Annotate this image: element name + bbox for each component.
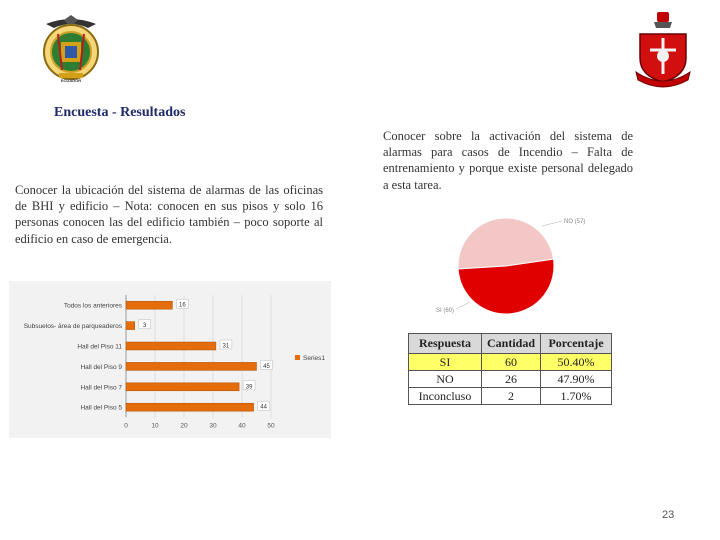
table-cell: SI [409,354,482,371]
table-cell: 50.40% [541,354,612,371]
data-label: 39 [245,384,253,391]
slice-leader-line [456,302,470,309]
data-label: 45 [263,363,270,370]
x-tick-label: 40 [238,422,246,430]
category-label: Hall del Piso 11 [77,343,122,351]
page-number: 23 [662,509,675,521]
category-label: Hall del Piso 9 [80,363,122,371]
table-row [409,371,612,388]
pie-chart [430,210,600,320]
data-label: 3 [143,323,147,330]
category-label: Subsuelos- área de parqueaderos [23,323,122,331]
institution-logo-right [632,10,694,88]
table-cell: NO [409,371,482,388]
table-cell: 1.70% [541,388,612,405]
logo-left-caption: ECUADOR [60,78,82,83]
table-cell: 47.90% [541,371,612,388]
table-header: Respuesta [409,334,482,354]
table-cell: 2 [482,388,541,405]
bar-chart [9,281,331,438]
category-label: Todos los anteriores [63,302,122,310]
bar [126,362,257,370]
results-table [408,333,612,405]
institution-logo-left [36,14,106,86]
x-tick-label: 30 [209,422,217,430]
bar [126,301,172,309]
right-description: Conocer sobre la activación del sistema de alarmas para casos de Incendio – Falta de entrenamiento y porque existe personal delegado a esta tarea. [383,129,633,192]
table-row [409,388,612,405]
table-cell: 60 [482,354,541,371]
category-label: Hall del Piso 5 [80,404,122,412]
legend-swatch [295,355,300,360]
pie-chart-panel [430,210,600,320]
bar [126,322,135,330]
slice-leader-line [542,221,562,226]
table-header: Porcentaje [541,334,612,354]
data-label: 31 [222,343,230,350]
table-header-row [409,334,612,354]
table-row [409,354,612,371]
slide-title: Encuesta - Resultados [54,105,186,120]
legend-label: Series1 [303,355,326,362]
results-table-wrap [408,333,612,405]
x-tick-label: 0 [124,422,128,430]
bar [126,383,239,391]
data-label: 16 [179,302,186,309]
bar-chart-panel [9,281,331,438]
slice-label: SI (60) [436,308,455,314]
x-tick-label: 10 [151,422,159,430]
left-description: Conocer la ubicación del sistema de alarmas de las oficinas de BHI y edificio – Nota: conocen en sus pisos y solo 16 personas conocen las del edificio también – poco soporte al edificio en caso de emergencia. [15,183,323,246]
bar [126,342,216,350]
x-tick-label: 20 [180,422,188,430]
bar [126,403,254,411]
x-tick-label: 50 [267,422,275,430]
table-cell: Inconcluso [409,388,482,405]
data-label: 44 [260,404,267,411]
table-header: Cantidad [482,334,541,354]
table-cell: 26 [482,371,541,388]
slice-label: NO (57) [564,219,586,225]
category-label: Hall del Piso 7 [80,384,122,392]
